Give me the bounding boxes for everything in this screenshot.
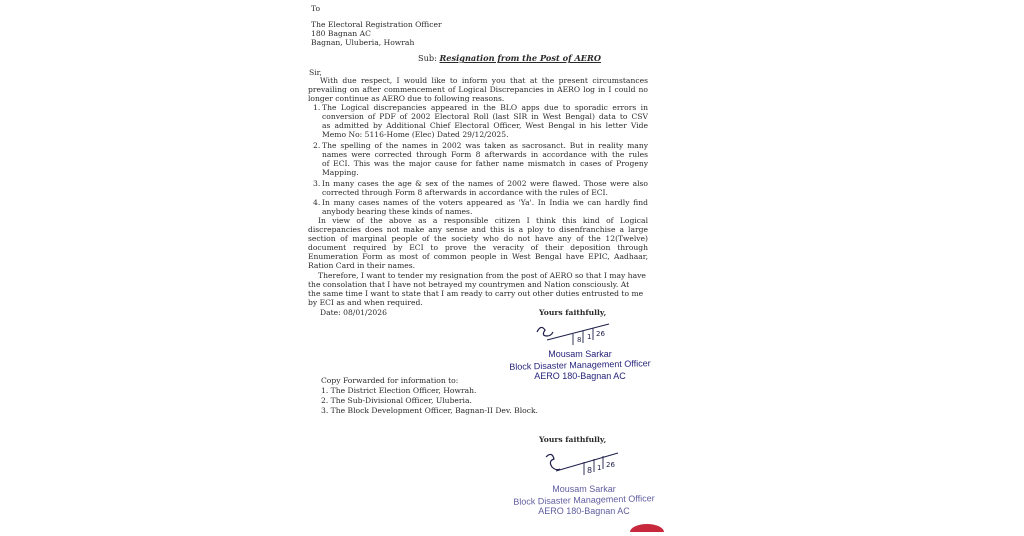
reason-line: The spelling of the names in 2002 was taken as sacrosanct. But in reality many (322, 141, 648, 150)
subject-title: Resignation from the Post of AERO (439, 53, 601, 63)
reason-number: 1. (313, 103, 321, 112)
paragraph-line: Ration Card in their names. (308, 261, 416, 270)
signature-1 (533, 318, 613, 348)
closing-text: Yours faithfully, (539, 308, 607, 317)
reason-line: In many cases the age & sex of the names of 2002 were flawed. Those were also (322, 179, 648, 188)
letter-date: Date: 08/01/2026 (320, 308, 387, 317)
stamp-title: Block Disaster Management Officer (509, 358, 651, 372)
address-line: The Electoral Registration Officer (311, 20, 442, 29)
subject-prefix: Sub: (418, 53, 437, 63)
closing-text-2: Yours faithfully, (539, 435, 607, 444)
stamp-name: Mousam Sarkar (548, 349, 612, 359)
svg-text:8: 8 (587, 466, 593, 475)
official-stamp-2 (508, 484, 660, 517)
salutation: Sir, (309, 68, 322, 77)
copy-item: 1. The District Election Officer, Howrah. (321, 386, 477, 395)
svg-text:1: 1 (587, 333, 592, 341)
paragraph-line: section of marginal people of the society who do not have any of the 12(Twelve) (308, 234, 648, 243)
reason-line: names were corrected through Form 8 afterwards in accordance with the rules (322, 150, 648, 159)
paragraph-line: Enumeration Form as most of common people in West Bengal have EPIC, Aadhaar, (308, 252, 648, 261)
paragraph-line: In view of the above as a responsible citizen I think this kind of Logical (318, 216, 648, 225)
reason-number: 2. (313, 141, 321, 150)
svg-text:26: 26 (596, 330, 605, 338)
stamp-office: AERO 180-Bagnan AC (538, 506, 630, 516)
paragraph-line: the consolation that I have not betrayed my countrymen and Nation consciously. At (308, 280, 630, 289)
svg-text:1: 1 (597, 464, 602, 472)
paragraph-line: document required by ECI to prove the veracity of their deposition through (308, 243, 648, 252)
signature-2 (540, 447, 620, 479)
reason-line: corrected through Form 8 afterwards in accordance with the rules of ECI. (322, 188, 608, 197)
address-line: 180 Bagnan AC (311, 29, 371, 38)
copy-heading: Copy Forwarded for information to: (321, 376, 459, 385)
paragraph-line: Therefore, I want to tender my resignation from the post of AERO so that I may have (318, 271, 646, 280)
reason-line: In many cases names of the voters appeared as 'Ya'. In India we can hardly find (322, 198, 648, 207)
stamp-title: Block Disaster Management Officer (513, 493, 655, 507)
reason-line: of ECI. This was the major cause for father name mismatch in cases of Progeny (322, 159, 648, 168)
copy-item: 2. The Sub-Divisional Officer, Uluberia. (321, 396, 472, 405)
reason-number: 3. (313, 179, 321, 188)
paragraph-line: prevailing on after commencement of Logical Discrepancies in AERO log in I could no (308, 85, 648, 94)
paragraph-line: by ECI as and when required. (308, 298, 423, 307)
stamp-office: AERO 180-Bagnan AC (534, 371, 626, 381)
copy-item: 3. The Block Development Officer, Bagnan-II Dev. Block. (321, 406, 538, 415)
reason-line: The Logical discrepancies appeared in the BLO apps due to sporadic errors in (322, 103, 648, 112)
official-stamp (505, 349, 655, 382)
reason-line: as admitted by Additional Chief Electoral Officer, West Bengal in his letter Vide (322, 121, 648, 130)
reason-number: 4. (313, 198, 321, 207)
reason-line: Memo No: 5116-Home (Elec) Dated 29/12/2025. (322, 130, 509, 139)
paragraph-line: longer continue as AERO due to following reasons. (308, 94, 505, 103)
reason-line: Mapping. (322, 168, 359, 177)
to-label: To (311, 4, 321, 13)
subject-line (418, 54, 601, 64)
reason-line: anybody bearing these kinds of names. (322, 207, 473, 216)
paragraph-line: With due respect, I would like to inform you that at the present circumstances (320, 76, 648, 85)
svg-text:26: 26 (606, 461, 615, 469)
paragraph-line: the same time I want to state that I am ready to carry out other duties entrusted to me (308, 289, 644, 298)
svg-text:8: 8 (577, 336, 582, 344)
reason-line: conversion of PDF of 2002 Electoral Roll (last SIR in West Bengal) data to CSV (322, 112, 648, 121)
paragraph-line: discrepancies does not make any sense and this is a ploy to disenfranchise a large (308, 225, 648, 234)
stamp-name: Mousam Sarkar (552, 484, 616, 494)
address-line: Bagnan, Uluberia, Howrah (311, 38, 415, 47)
